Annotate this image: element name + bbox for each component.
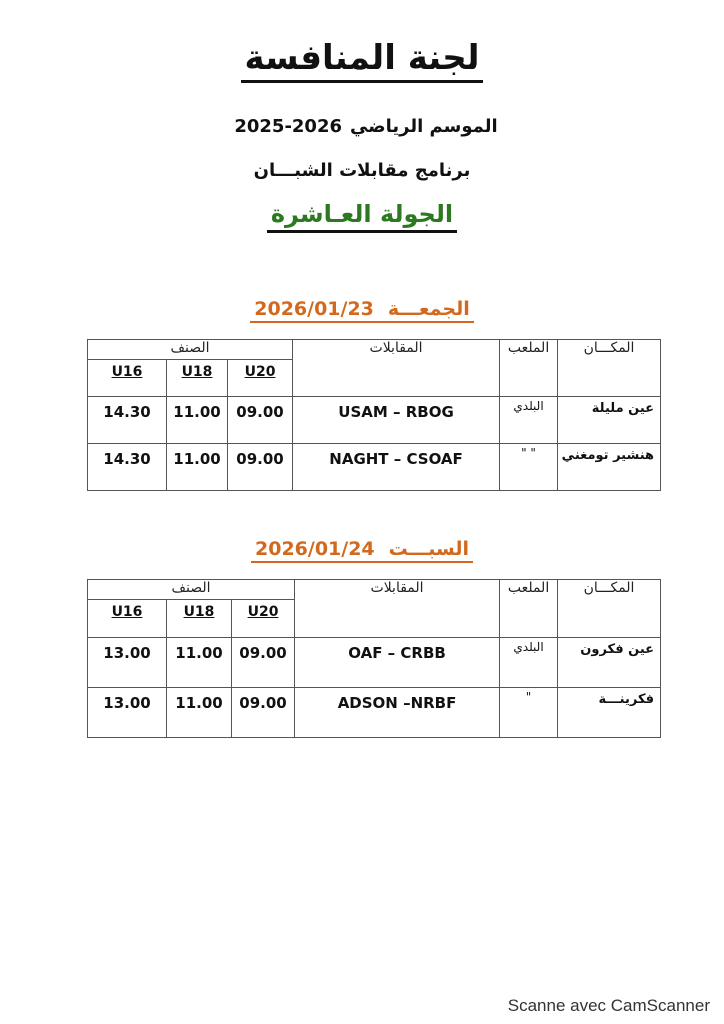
age-header-u16: U16 — [88, 600, 167, 638]
schedule-table-1 — [87, 339, 661, 491]
schedule-table-2 — [87, 579, 661, 738]
time-u18: 11.00 — [167, 638, 232, 688]
stadium-cell: " — [500, 688, 558, 738]
stadium-header: الملعب — [500, 580, 558, 638]
age-header-u18: U18 — [167, 360, 228, 397]
time-u20: 09.00 — [228, 397, 293, 444]
page-title: لجنة المنافسة — [0, 38, 724, 78]
table-row — [88, 397, 661, 444]
time-u16: 14.30 — [88, 397, 167, 444]
time-u16: 14.30 — [88, 444, 167, 491]
table-row — [88, 444, 661, 491]
age-header-u16: U16 — [88, 360, 167, 397]
match-teams: USAM – RBOG — [293, 397, 500, 444]
stadium-cell: البلدي — [500, 638, 558, 688]
season-line — [0, 116, 724, 137]
matches-header: المقابلات — [293, 340, 500, 397]
table-row — [88, 638, 661, 688]
category-header: الصنف — [88, 340, 293, 360]
season-label: الموسم الرياضي — [350, 116, 498, 137]
stadium-cell: " " — [500, 444, 558, 491]
place-header: المكـــان — [558, 340, 661, 397]
time-u20: 09.00 — [232, 688, 295, 738]
match-teams: OAF – CRBB — [295, 638, 500, 688]
age-header-u20: U20 — [232, 600, 295, 638]
time-u18: 11.00 — [167, 397, 228, 444]
matches-header: المقابلات — [295, 580, 500, 638]
day-heading-1 — [0, 298, 724, 320]
day-heading-2 — [0, 538, 724, 560]
match-teams: NAGHT – CSOAF — [293, 444, 500, 491]
place-cell: هنشير تومغني — [558, 444, 661, 491]
place-cell: عين مليلة — [558, 397, 661, 444]
place-cell: عين فكرون — [558, 638, 661, 688]
stadium-header: الملعب — [500, 340, 558, 397]
time-u20: 09.00 — [228, 444, 293, 491]
time-u16: 13.00 — [88, 638, 167, 688]
time-u18: 11.00 — [167, 688, 232, 738]
day-date: 2026/01/24 — [255, 538, 375, 560]
age-header-u20: U20 — [228, 360, 293, 397]
time-u18: 11.00 — [167, 444, 228, 491]
day-date: 2026/01/23 — [254, 298, 374, 320]
time-u20: 09.00 — [232, 638, 295, 688]
day-name: الجمعـــة — [387, 298, 470, 320]
age-header-u18: U18 — [167, 600, 232, 638]
round-title: الجولة العـاشرة — [0, 200, 724, 228]
place-header: المكـــان — [558, 580, 661, 638]
stadium-cell: البلدي — [500, 397, 558, 444]
day-name: السبـــت — [388, 538, 469, 560]
place-cell: فكرينـــة — [558, 688, 661, 738]
table-row — [88, 688, 661, 738]
category-header: الصنف — [88, 580, 295, 600]
season-years: 2025-2026 — [234, 116, 343, 137]
scanner-watermark: Scanne avec CamScanner — [507, 996, 710, 1015]
program-title: برنامج مقابلات الشبـــان — [253, 160, 471, 181]
time-u16: 13.00 — [88, 688, 167, 738]
match-teams: ADSON –NRBF — [295, 688, 500, 738]
